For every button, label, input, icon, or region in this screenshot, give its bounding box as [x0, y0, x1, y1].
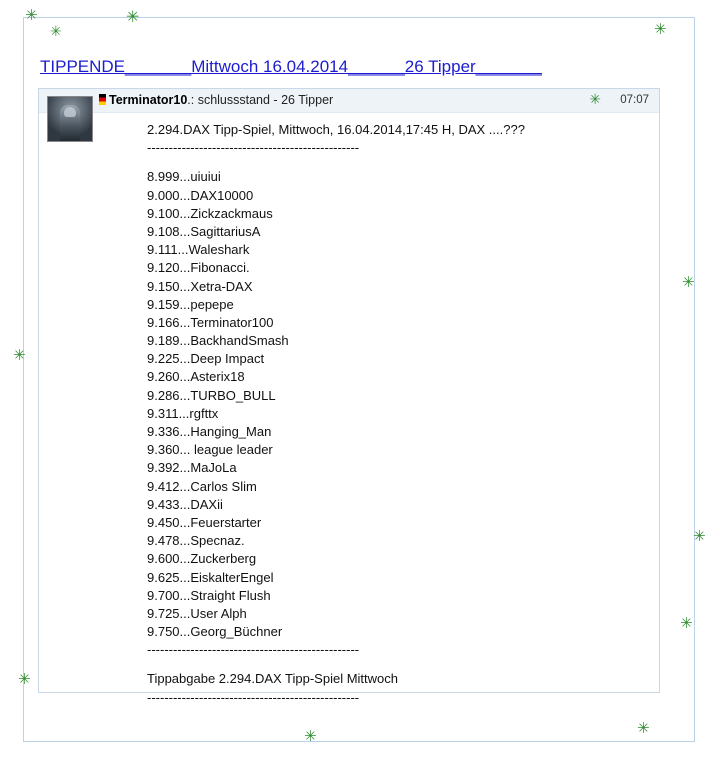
decorative-star-icon: ✳ — [25, 6, 38, 24]
decorative-star-icon: ✳ — [13, 346, 26, 364]
post-body-line: 9.159...pepepe — [147, 296, 234, 312]
decorative-star-icon: ✳ — [18, 670, 31, 688]
post-body-line: 9.120...Fibonacci. — [147, 260, 250, 276]
post-body-line: Tippabgabe 2.294.DAX Tipp-Spiel Mittwoch — [147, 671, 398, 687]
post-body-line: 9.150...Xetra-DAX — [147, 278, 253, 294]
post-card — [38, 88, 660, 705]
post-body-line: 9.189...BackhandSmash — [147, 333, 289, 349]
post-body-line: 9.600...Zuckerberg — [147, 551, 257, 567]
decorative-star-icon: ✳ — [304, 727, 317, 745]
post-body-line: 9.392...MaJoLa — [147, 460, 237, 476]
decorative-star-icon: ✳ — [682, 273, 695, 291]
post-author-name[interactable]: Terminator10 — [109, 93, 188, 107]
post-author-row — [99, 93, 333, 107]
post-author-suffix: .: — [187, 93, 195, 107]
green-star-icon: ✳ — [589, 92, 601, 108]
post-subject-text: schlussstand - 26 Tipper — [197, 93, 334, 107]
german-flag-icon — [99, 94, 106, 105]
post-body-line: 9.111...Waleshark — [147, 242, 250, 258]
avatar — [47, 96, 93, 142]
post-body-line: 9.450...Feuerstarter — [147, 514, 262, 530]
post-body — [147, 121, 649, 707]
post-body-line: 9.260...Asterix18 — [147, 369, 245, 385]
post-body-line: 9.311...rgfttx — [147, 405, 219, 421]
decorative-star-icon: ✳ — [693, 527, 706, 545]
post-body-line: 9.100...Zickzackmaus — [147, 205, 273, 221]
post-body-line: 9.625...EiskalterEngel — [147, 569, 274, 585]
post-body-line: 9.000...DAX10000 — [147, 187, 254, 203]
post-body-line: ------------------------------------------------- — [147, 642, 360, 658]
post-body-spacer — [147, 157, 649, 168]
decorative-star-icon: ✳ — [680, 614, 693, 632]
decorative-star-icon: ✳ — [654, 20, 667, 38]
post-body-line: 9.108...SagittariusA — [147, 223, 261, 239]
post-body-line: 8.999...uiuiui — [147, 169, 221, 185]
decorative-star-icon: ✳ — [50, 24, 62, 40]
post-timestamp: 07:07 — [620, 94, 649, 106]
post-body-spacer — [147, 659, 649, 670]
post-body-line: 9.360... league leader — [147, 442, 273, 458]
post-body-line: ------------------------------------------------- — [147, 140, 360, 156]
decorative-star-icon: ✳ — [126, 7, 140, 26]
page-title: TIPPENDE_______Mittwoch 16.04.2014______26 Tipper_______ — [40, 57, 542, 76]
post-body-line: 9.336...Hanging_Man — [147, 424, 272, 439]
decorative-star-icon: ✳ — [637, 719, 650, 737]
post-body-line: 9.286...TURBO_BULL — [147, 387, 276, 403]
post-body-line: 9.700...Straight Flush — [147, 587, 271, 603]
post-body-line: 9.166...Terminator100 — [147, 314, 274, 330]
post-body-line: 9.478...Specnaz. — [147, 533, 245, 549]
post-body-line: 9.433...DAXii — [147, 496, 223, 512]
post-body-line: 9.225...Deep Impact — [147, 351, 265, 367]
post-body-line: 2.294.DAX Tipp-Spiel, Mittwoch, 16.04.2014,17:45 H, DAX ....??? — [147, 122, 525, 137]
post-body-line: 9.725...User Alph — [147, 605, 247, 621]
post-body-line: 9.412...Carlos Slim — [147, 478, 257, 494]
avatar-figure — [60, 105, 80, 141]
post-body-line: 9.750...Georg_Büchner — [147, 624, 283, 640]
post-body-line: ------------------------------------------------- — [147, 689, 360, 705]
